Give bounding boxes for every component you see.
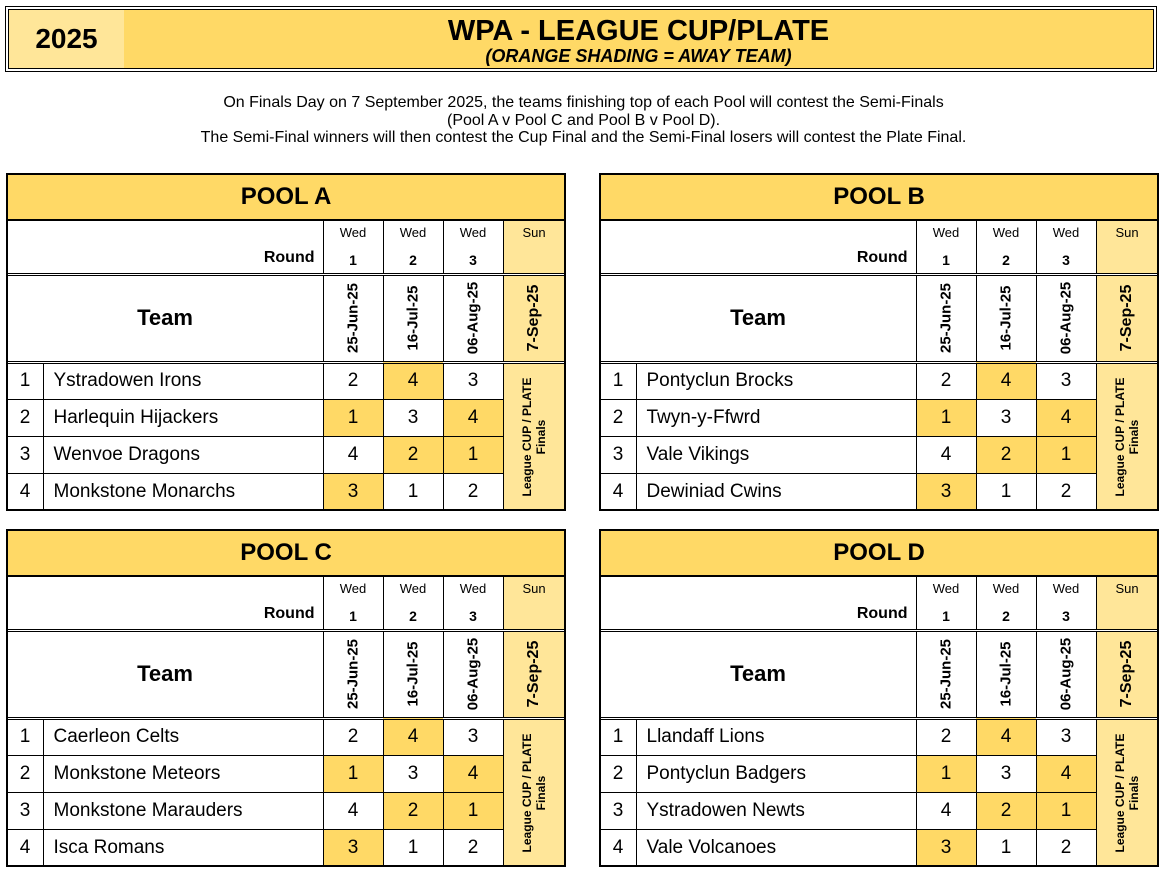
round-date-cell: [323, 630, 383, 718]
team-column-header: Team: [600, 274, 916, 362]
fixture-cell: 4: [916, 792, 976, 829]
fixture-cell: 1: [383, 829, 443, 866]
team-row: [7, 792, 565, 829]
fixture-cell: 3: [976, 399, 1036, 436]
team-name: Monkstone Monarchs: [43, 473, 323, 510]
title-block: [124, 10, 1153, 68]
round-2-header: [976, 220, 1036, 274]
fixture-cell: 2: [916, 718, 976, 755]
round-number: 3: [469, 608, 477, 624]
finals-date: 7-Sep-25: [1118, 640, 1135, 708]
round-date-cell: [1036, 274, 1096, 362]
fixture-cell: 2: [1036, 473, 1096, 510]
day-name: Wed: [1052, 581, 1080, 596]
round-2-header: [383, 576, 443, 630]
team-row: [600, 718, 1158, 755]
finals-cell: [503, 718, 565, 866]
pool-title: POOL D: [600, 530, 1158, 576]
intro-line-3: The Semi-Final winners will then contest the Cup Final and the Semi-Final losers will contest the Plate Final.: [200, 129, 967, 146]
team-name: Monkstone Marauders: [43, 792, 323, 829]
finals-label-line-2: Finals: [534, 419, 549, 454]
fixture-cell: 3: [383, 399, 443, 436]
round-date: 16-Jul-25: [404, 641, 422, 707]
finals-cell: [1096, 362, 1158, 510]
finals-label-line-2: Finals: [534, 775, 548, 810]
round-date: 06-Aug-25: [464, 281, 482, 355]
fixture-cell: 3: [916, 829, 976, 866]
day-name: Wed: [399, 581, 427, 596]
fixture-cell: 4: [1036, 399, 1096, 436]
day-name: Sun: [1115, 225, 1139, 240]
fixture-cell: 3: [916, 473, 976, 510]
fixture-cell: 4: [443, 399, 503, 436]
team-number: 2: [7, 755, 43, 792]
team-row: [7, 399, 565, 436]
fixture-cell: 2: [916, 362, 976, 399]
finals-label-line-1: League CUP / PLATE: [520, 733, 534, 852]
round-label: Round: [7, 220, 323, 274]
team-number: 4: [7, 829, 43, 866]
intro-line-1: On Finals Day on 7 September 2025, the teams finishing top of each Pool will contest the Semi-Finals: [223, 94, 944, 111]
fixture-cell: 1: [976, 829, 1036, 866]
day-name: Wed: [339, 225, 367, 240]
finals-cell: [503, 362, 565, 510]
round-date-cell: [1036, 630, 1096, 718]
finals-day-header: [503, 576, 565, 630]
round-3-header: [443, 220, 503, 274]
fixture-cell: 2: [976, 436, 1036, 473]
fixture-cell: 1: [916, 399, 976, 436]
fixture-cell: 4: [1036, 755, 1096, 792]
round-number: 1: [942, 252, 950, 268]
team-row: [600, 399, 1158, 436]
team-name: Twyn-y-Ffwrd: [636, 399, 916, 436]
fixture-cell: 3: [323, 473, 383, 510]
round-date: 25-Jun-25: [344, 282, 362, 354]
header-banner: [8, 9, 1154, 69]
finals-cell: [1096, 718, 1158, 866]
team-number: 1: [600, 362, 636, 399]
team-row: [600, 829, 1158, 866]
finals-label: [1113, 733, 1141, 852]
pool-title: POOL A: [7, 174, 565, 220]
finals-date: 7-Sep-25: [525, 640, 542, 708]
finals-label-line-1: League CUP / PLATE: [1113, 733, 1127, 852]
day-name: Wed: [459, 581, 487, 596]
fixture-cell: 1: [443, 436, 503, 473]
fixture-cell: 3: [443, 362, 503, 399]
day-name: Sun: [522, 225, 546, 240]
fixture-cell: 2: [443, 473, 503, 510]
fixture-cell: 4: [383, 362, 443, 399]
fixture-cell: 2: [383, 436, 443, 473]
fixture-cell: 3: [1036, 718, 1096, 755]
round-number: 3: [1062, 608, 1070, 624]
fixture-cell: 4: [323, 792, 383, 829]
round-date-cell: [443, 630, 503, 718]
round-number: 3: [1062, 252, 1070, 268]
fixture-cell: 3: [1036, 362, 1096, 399]
round-number: 2: [409, 252, 417, 268]
finals-label-line-1: League CUP / PLATE: [1113, 377, 1127, 496]
team-name: Wenvoe Dragons: [43, 436, 323, 473]
fixture-cell: 1: [323, 399, 383, 436]
finals-date: 7-Sep-25: [525, 284, 543, 352]
team-number: 3: [600, 792, 636, 829]
fixture-cell: 1: [916, 755, 976, 792]
round-date: 06-Aug-25: [1057, 637, 1075, 711]
team-column-header: Team: [7, 630, 323, 718]
fixture-cell: 1: [383, 473, 443, 510]
team-name: Vale Vikings: [636, 436, 916, 473]
team-number: 1: [7, 718, 43, 755]
round-3-header: [1036, 576, 1096, 630]
page-header: [5, 6, 1157, 72]
intro-text: [0, 94, 1167, 147]
fixture-cell: 4: [323, 436, 383, 473]
team-number: 4: [7, 473, 43, 510]
fixture-cell: 4: [443, 755, 503, 792]
team-number: 1: [7, 362, 43, 399]
finals-day-header: [1096, 220, 1158, 274]
day-name: Wed: [459, 225, 487, 240]
team-name: Harlequin Hijackers: [43, 399, 323, 436]
round-number: 1: [349, 252, 357, 268]
round-date-cell: [976, 630, 1036, 718]
team-column-header: Team: [7, 274, 323, 362]
pool-title: POOL C: [7, 530, 565, 576]
team-number: 1: [600, 718, 636, 755]
round-number: 2: [1002, 608, 1010, 624]
fixture-cell: 2: [1036, 829, 1096, 866]
fixture-cell: 1: [323, 755, 383, 792]
team-name: Isca Romans: [43, 829, 323, 866]
team-number: 4: [600, 829, 636, 866]
day-name: Wed: [932, 225, 960, 240]
team-name: Ystradowen Irons: [43, 362, 323, 399]
team-row: [600, 473, 1158, 510]
round-date: 06-Aug-25: [1057, 281, 1075, 355]
team-number: 2: [7, 399, 43, 436]
pool-title: POOL B: [600, 174, 1158, 220]
round-number: 1: [942, 608, 950, 624]
team-row: [7, 718, 565, 755]
finals-date: 7-Sep-25: [1118, 284, 1135, 352]
team-number: 2: [600, 399, 636, 436]
team-row: [7, 829, 565, 866]
round-date: 25-Jun-25: [344, 638, 362, 710]
team-row: [7, 436, 565, 473]
fixture-cell: 2: [443, 829, 503, 866]
finals-day-header: [1096, 576, 1158, 630]
page-title: WPA - LEAGUE CUP/PLATE: [447, 15, 830, 47]
fixture-cell: 3: [383, 755, 443, 792]
round-2-header: [383, 220, 443, 274]
team-row: [600, 755, 1158, 792]
round-date: 25-Jun-25: [937, 638, 955, 710]
day-name: Wed: [1052, 225, 1080, 240]
round-1-header: [323, 576, 383, 630]
round-label: Round: [600, 220, 916, 274]
round-number: 1: [349, 608, 357, 624]
finals-label: [520, 733, 548, 852]
round-date: 06-Aug-25: [464, 637, 482, 711]
fixture-cell: 1: [1036, 436, 1096, 473]
team-name: Llandaff Lions: [636, 718, 916, 755]
round-date-cell: [916, 630, 976, 718]
day-name: Wed: [992, 581, 1020, 596]
finals-date-cell: [503, 274, 565, 362]
team-number: 4: [600, 473, 636, 510]
finals-label: [520, 377, 548, 496]
round-1-header: [916, 220, 976, 274]
round-label: Round: [600, 576, 916, 630]
team-number: 2: [600, 755, 636, 792]
fixture-cell: 1: [976, 473, 1036, 510]
round-date: 16-Jul-25: [997, 641, 1015, 707]
finals-date-cell: [503, 630, 565, 718]
round-date-cell: [916, 274, 976, 362]
pool-c-table: [6, 529, 566, 867]
finals-date-cell: [1096, 630, 1158, 718]
round-date-cell: [383, 274, 443, 362]
team-number: 3: [600, 436, 636, 473]
team-row: [7, 362, 565, 399]
team-row: [7, 473, 565, 510]
day-name: Wed: [339, 581, 367, 596]
fixture-cell: 1: [443, 792, 503, 829]
team-row: [600, 792, 1158, 829]
finals-label-line-1: League CUP / PLATE: [520, 377, 535, 496]
team-row: [7, 755, 565, 792]
round-3-header: [443, 576, 503, 630]
fixture-cell: 1: [1036, 792, 1096, 829]
round-number: 2: [1002, 252, 1010, 268]
round-date-cell: [443, 274, 503, 362]
day-name: Sun: [1115, 581, 1139, 596]
team-number: 3: [7, 792, 43, 829]
pool-b-table: [599, 173, 1159, 511]
fixture-cell: 4: [383, 718, 443, 755]
round-3-header: [1036, 220, 1096, 274]
team-name: Pontyclun Badgers: [636, 755, 916, 792]
fixture-cell: 2: [383, 792, 443, 829]
finals-date-cell: [1096, 274, 1158, 362]
team-name: Vale Volcanoes: [636, 829, 916, 866]
round-date-cell: [383, 630, 443, 718]
fixture-cell: 3: [976, 755, 1036, 792]
pool-a-table: [6, 173, 566, 511]
team-number: 3: [7, 436, 43, 473]
team-column-header: Team: [600, 630, 916, 718]
page-subtitle: (ORANGE SHADING = AWAY TEAM): [485, 46, 792, 66]
day-name: Wed: [932, 581, 960, 596]
team-name: Dewiniad Cwins: [636, 473, 916, 510]
round-1-header: [916, 576, 976, 630]
fixture-cell: 2: [976, 792, 1036, 829]
round-label: Round: [7, 576, 323, 630]
day-name: Wed: [992, 225, 1020, 240]
team-name: Caerleon Celts: [43, 718, 323, 755]
intro-line-2: (Pool A v Pool C and Pool B v Pool D).: [446, 111, 721, 129]
day-name: Sun: [522, 581, 546, 596]
finals-label-line-2: Finals: [1127, 775, 1141, 810]
finals-label: [1113, 377, 1141, 496]
fixture-cell: 4: [916, 436, 976, 473]
fixture-cell: 4: [976, 718, 1036, 755]
season-year: 2025: [9, 10, 124, 68]
round-number: 3: [469, 252, 477, 268]
finals-day-header: [503, 220, 565, 274]
round-date-cell: [976, 274, 1036, 362]
round-date: 16-Jul-25: [404, 285, 422, 351]
round-2-header: [976, 576, 1036, 630]
fixture-cell: 2: [323, 718, 383, 755]
team-row: [600, 362, 1158, 399]
day-name: Wed: [399, 225, 427, 240]
round-date-cell: [323, 274, 383, 362]
team-name: Ystradowen Newts: [636, 792, 916, 829]
round-1-header: [323, 220, 383, 274]
fixture-cell: 3: [443, 718, 503, 755]
team-row: [600, 436, 1158, 473]
team-name: Monkstone Meteors: [43, 755, 323, 792]
fixture-cell: 3: [323, 829, 383, 866]
finals-label-line-2: Finals: [1127, 419, 1141, 454]
fixture-cell: 2: [323, 362, 383, 399]
fixture-cell: 4: [976, 362, 1036, 399]
pool-d-table: [599, 529, 1159, 867]
team-name: Pontyclun Brocks: [636, 362, 916, 399]
round-number: 2: [409, 608, 417, 624]
round-date: 16-Jul-25: [997, 285, 1015, 351]
round-date: 25-Jun-25: [937, 282, 955, 354]
